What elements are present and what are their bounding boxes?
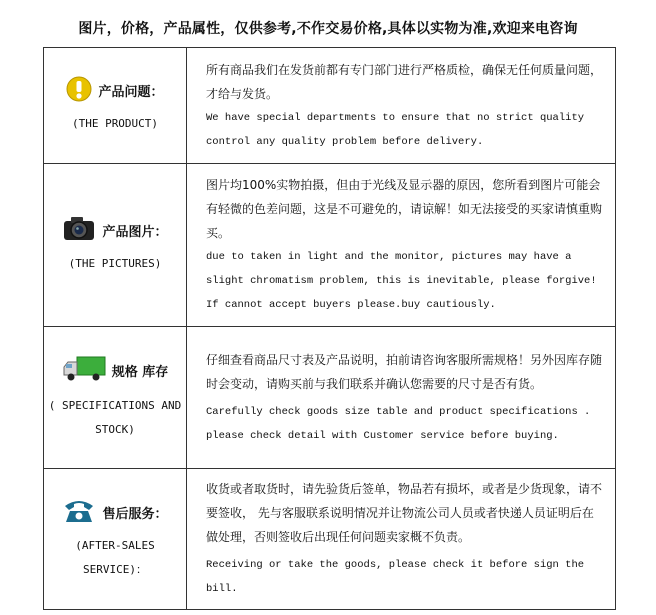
row-text-cn: 收货或者取货时，请先验货后签单，物品若有损坏，或者是少货现象，请不要签收， 先与客服联系说明情况并让物流公司人员或者快递人员证明后在做处理，否则签收后出现任何问题卖家概不负责。 xyxy=(206,482,603,544)
row-label-cn: 产品图片： xyxy=(102,224,168,240)
row-label-cn: 产品问题： xyxy=(98,85,164,100)
info-table xyxy=(43,47,616,610)
row-text-en: Receiving or take the goods, please check it before sign the bill. xyxy=(206,559,585,595)
camera-icon xyxy=(62,214,96,246)
row-text-en: We have special departments to ensure that no strict quality control any quality problem before delivery. xyxy=(206,111,585,148)
row-text-cn: 图片均100%实物拍摄，但由于光线及显示器的原因，您所看到图片可能会有轻微的色差问题，这是不可避免的，请谅解！如无法接受的买家请慎重购买。 xyxy=(206,178,603,240)
table-row xyxy=(44,469,616,610)
page-title: 图片，价格，产品属性，仅供参考,不作交易价格,具体以实物为准,欢迎来电咨询 xyxy=(78,21,578,37)
row-label-cn: 规格 库存 xyxy=(111,365,169,380)
row-label-en: (THE PICTURES) xyxy=(68,257,162,270)
row-label-en: (AFTER-SALES SERVICE)： xyxy=(75,539,155,576)
exclamation-icon xyxy=(66,76,92,106)
table-row xyxy=(44,48,616,164)
delivery-truck-icon xyxy=(62,354,106,388)
table-row xyxy=(44,164,616,327)
row-text-cn: 所有商品我们在发货前都有专门部门进行严格质检，确保无任何质量问题，才给与发货。 xyxy=(206,62,603,101)
row-label-en: ( SPECIFICATIONS AND STOCK) xyxy=(48,398,182,436)
row-label-cn: 售后服务： xyxy=(102,506,168,522)
row-text-en: due to taken in light and the monitor, pictures may have a slight chromatism problem, this is inevitable, please forgive! If cannot accept buyers please.buy cautiously. xyxy=(206,251,597,311)
telephone-icon xyxy=(62,496,96,528)
table-row xyxy=(44,327,616,469)
row-label-en: (THE PRODUCT) xyxy=(71,116,159,130)
row-text-en: Carefully check goods size table and product specifications . please check detail with Customer service before buying. xyxy=(206,405,591,442)
row-text-cn: 仔细查看商品尺寸表及产品说明，拍前请咨询客服所需规格！另外因库存随时会变动，请购买前与我们联系并确认您需要的尺寸是否有货。 xyxy=(206,352,603,391)
